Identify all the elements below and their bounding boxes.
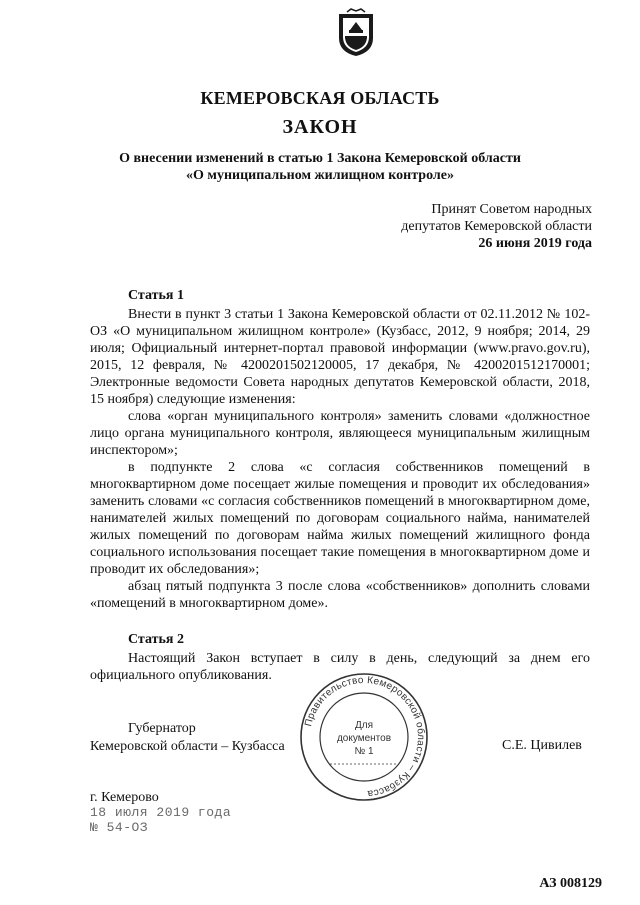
form-serial-number: АЗ 008129 (539, 876, 602, 891)
law-title-line-1: О внесении изменений в статью 1 Закона Кемеровской области (119, 151, 521, 166)
law-number: № 54-ОЗ (90, 820, 149, 835)
signatory-title (90, 720, 285, 756)
coat-of-arms-emblem (335, 8, 377, 58)
signatory-name: С.Е. Цивилев (502, 738, 582, 753)
seal-ring-text: Правительство Кемеровской области – Кузбасса (303, 674, 427, 799)
document-type-heading: ЗАКОН (282, 116, 358, 138)
law-title (0, 150, 640, 184)
law-title-line-2: «О муниципальном жилищном контроле» (186, 168, 454, 183)
adoption-line-2: депутатов Кемеровской области (401, 219, 592, 234)
city: г. Кемерово (90, 790, 159, 805)
seal-center-line-3: № 1 (354, 746, 374, 757)
article-1-paragraph: абзац пятый подпункта 3 после слова «собственников» дополнить словами «помещений в многоквартирном доме». (90, 579, 590, 611)
signing-date: 18 июля 2019 года (90, 805, 232, 820)
adoption-line-1: Принят Советом народных (431, 202, 592, 217)
seal-center-line-1: Для (354, 720, 374, 731)
official-seal-stamp (296, 672, 432, 802)
article-1-paragraph: слова «орган муниципального контроля» заменить словами «должностное лицо органа муниципального контроля, являющееся муниципальным жилищным инспектором»; (90, 409, 590, 458)
article-1-body (90, 306, 590, 612)
seal-center-line-2: документов (336, 733, 392, 744)
signatory-role-line-1: Губернатор (128, 721, 196, 736)
article-2-heading: Статья 2 (128, 632, 184, 647)
adoption-date: 26 июня 2019 года (478, 236, 592, 251)
place-and-date-block (90, 790, 231, 835)
region-heading: КЕМЕРОВСКАЯ ОБЛАСТЬ (200, 88, 440, 108)
adoption-block (401, 201, 592, 252)
article-1-heading: Статья 1 (128, 288, 184, 303)
signatory-role-line-2: Кемеровской области – Кузбасса (90, 739, 285, 754)
article-2-paragraph: Настоящий Закон вступает в силу в день, следующий за днем его официального опубликования. (90, 651, 590, 683)
article-1-paragraph: в подпункте 2 слова «с согласия собственников помещений в многоквартирном доме посещает жилые помещения и проводит их обследования» заменить словами «с согласия собственников помещений в многоквартирном доме, нанимателей жилых помещений по договорам социального найма, нанимателей жилых помещений по договорам найма жилых помещений жилищного фонда социального использования посещает такие помещения в многоквартирном доме и проводит их обследования»; (90, 460, 590, 577)
article-1-paragraph: Внести в пункт 3 статьи 1 Закона Кемеровской области от 02.11.2012 № 102-ОЗ «О муниципальном жилищном контроле» (Кузбасс, 2012, 9 ноября; 2014, 29 июля; Официальный интернет-портал правовой информации (www.pravo.gov.ru), 2015, 12 февраля, № 4200201502120005, 17 декабря, № 4200201512170001; Электронные ведомости Совета народных депутатов Кемеровской области, 2018, 15 ноября) следующие изменения: (90, 307, 590, 407)
